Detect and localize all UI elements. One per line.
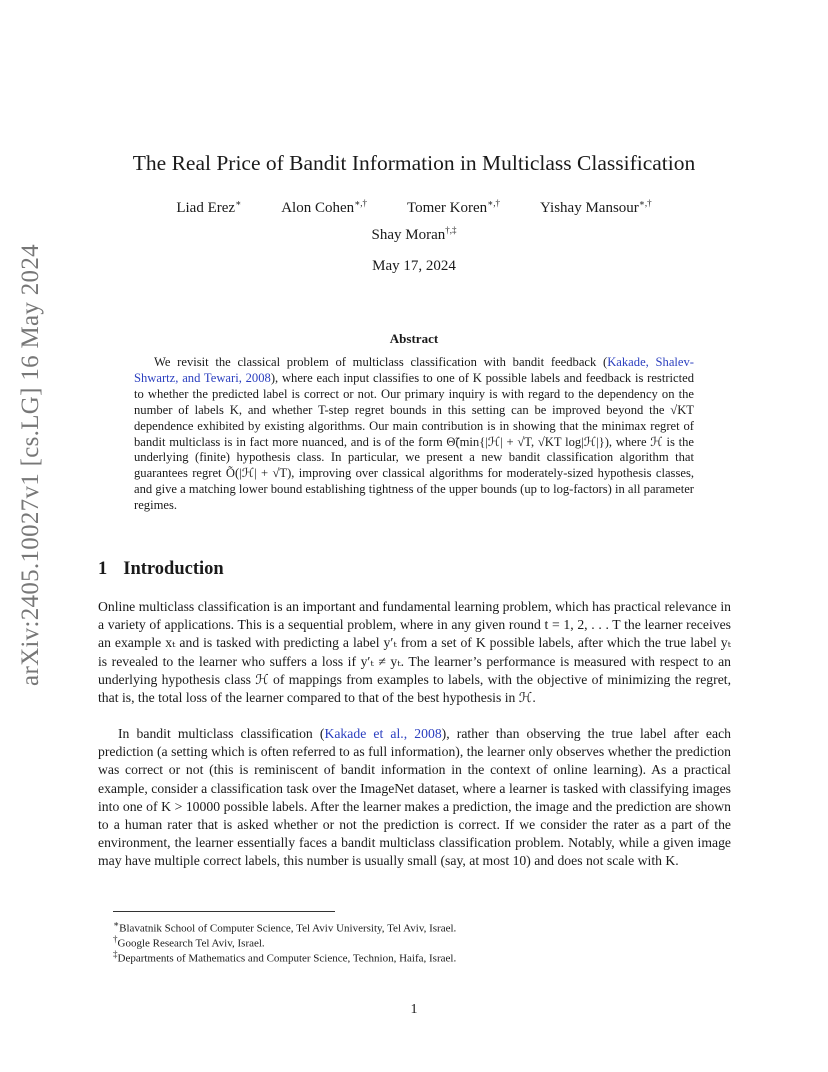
- author-2-name: Alon Cohen: [281, 200, 355, 216]
- footnote-1-text: Blavatnik School of Computer Science, Tel Aviv University, Tel Aviv, Israel.: [119, 922, 457, 935]
- abstract-heading: Abstract: [389, 331, 439, 346]
- intro-paragraph-2-part-2: ), rather than observing the true label after each prediction (a setting which is often referred to as full information), the learner only observes whether the prediction was correct or not (this is reminiscent of bandit information in the context of online learning). As a practical example, consider a classification task over the ImageNet dataset, where a learner is tasked with classifying images into one of K > 10000 possible labels. After the learner makes a prediction, the image and the prediction are shown to a human rater that is asked whether or not the prediction is correct. If we consider the rater as a part of the environment, the learner essentially faces a bandit multiclass classification problem. Notably, while a given image may have multiple correct labels, this number is usually small (say, at most 10) and does not scale with K.: [98, 726, 731, 869]
- publication-date: May 17, 2024: [372, 258, 456, 274]
- author-5-marks: †,‡: [445, 225, 457, 235]
- author-1-marks: ∗: [235, 198, 242, 208]
- footnote-1-mark: ∗: [113, 919, 120, 929]
- author-list-second-row: [0, 225, 828, 244]
- author-3: [407, 198, 500, 217]
- author-2-marks: ∗,†: [354, 198, 367, 208]
- intro-paragraph-2: [98, 725, 731, 871]
- abstract-part-1: We revisit the classical problem of multiclass classification with bandit feedback (: [154, 355, 608, 369]
- intro-paragraph-1: Online multiclass classification is an important and fundamental learning problem, which has practical relevance in a variety of applications. This is a sequential problem, where in any given round t = 1, 2, . . . T the learner receives an example xₜ and is tasked with predicting a label y′ₜ from a set of K possible labels, after which the true label yₜ is revealed to the learner who suffers a loss if y′ₜ ≠ yₜ. The learner’s performance is measured with respect to an underlying hypothesis class ℋ of mappings from examples to labels, with the objective of minimizing the regret, that is, the total loss of the learner compared to that of the best hypothesis in ℋ.: [98, 599, 731, 706]
- author-5: [372, 227, 457, 243]
- section-heading: [98, 559, 224, 580]
- section-title: Introduction: [123, 559, 224, 579]
- citation-link-kakade-2008[interactable]: Kakade, Shalev-Shwartz, and Tewari, 2008: [134, 355, 694, 385]
- citation-link-kakade-et-al[interactable]: Kakade et al., 2008: [324, 726, 442, 741]
- abstract-part-2: ), where each input classifies to one of K possible labels and feedback is restricted to whether the predicted label is correct or not. Our primary inquiry is with regard to the dependency on the number of labels K, and whether T-step regret bounds in this setting can be improved beyond the √KT dependence exhibited by existing algorithms. Our main contribution is in showing that the minimax regret of bandit multiclass is in fact more nuanced, and is of the form Θ̃(min{|ℋ| + √T, √KT log|ℋ|}), where ℋ is the underlying (finite) hypothesis class. In particular, we present a new bandit classification algorithm that guarantees regret Õ(|ℋ| + √T), improving over classical algorithms for moderately-sized hypothesis classes, and give a matching lower bound establishing tightness of the upper bounds (up to log-factors) in all parameter regimes.: [134, 370, 695, 513]
- author-4-marks: ∗,†: [638, 198, 652, 208]
- intro-paragraph-2-part-1: In bandit multiclass classification (: [118, 726, 325, 741]
- footnote-2-mark: †: [113, 934, 118, 944]
- footnote-3: [113, 947, 456, 966]
- author-3-name: Tomer Koren: [406, 200, 488, 216]
- footnote-rule: [113, 911, 335, 912]
- author-4: [540, 198, 652, 217]
- author-4-name: Yishay Mansour: [540, 200, 639, 216]
- footnote-3-mark: ‡: [113, 949, 118, 959]
- author-5-name: Shay Moran: [371, 227, 446, 243]
- abstract-text: [134, 355, 694, 514]
- arxiv-identifier: [6, 244, 56, 686]
- page-number: 1: [410, 1002, 418, 1017]
- footnote-3-text: Departments of Mathematics and Computer Science, Technion, Haifa, Israel.: [117, 952, 457, 965]
- author-1: [176, 198, 241, 217]
- author-1-name: Liad Erez: [176, 200, 236, 216]
- paper-title: The Real Price of Bandit Information in Multiclass Classification: [132, 151, 696, 175]
- author-2: [281, 198, 367, 217]
- author-list: [0, 198, 828, 217]
- section-number: 1: [98, 559, 108, 579]
- footnote-2-text: Google Research Tel Aviv, Israel.: [117, 937, 265, 950]
- author-3-marks: ∗,†: [487, 198, 501, 208]
- arxiv-identifier-text: arXiv:2405.10027v1 [cs.LG] 16 May 2024: [17, 244, 44, 686]
